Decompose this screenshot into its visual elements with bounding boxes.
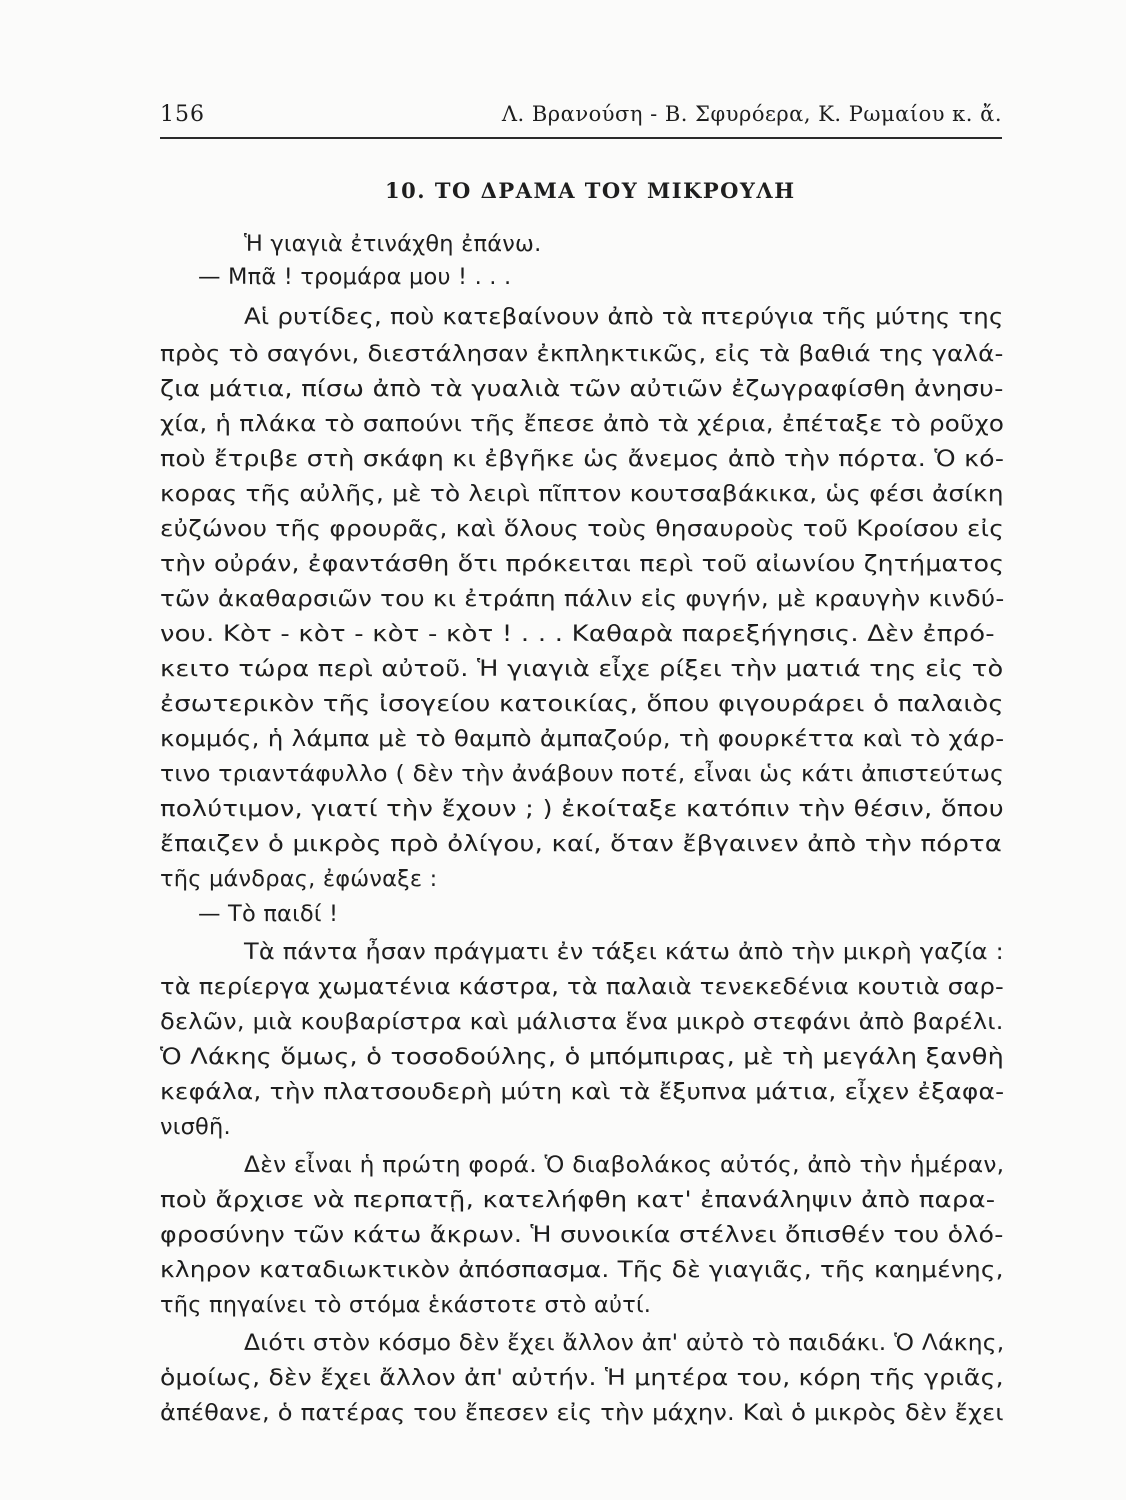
text-line: ἀπέθανε, ὁ πατέρας του ἔπεσεν εἰς τὴν μάχην. Καὶ ὁ μικρὸς δὲν ἔχει xyxy=(160,1400,1004,1426)
text-line: ποὺ ἄρχισε νὰ περπατῇ, κατελήφθη κατ' ἐπανάληψιν ἀπὸ παρα- xyxy=(160,1187,996,1213)
text-line: Ὁ Λάκης ὅμως, ὁ τοσοδούλης, ὁ μπόμπιρας, μὲ τὴ μεγάλη ξανθὴ xyxy=(160,1044,1005,1070)
text-line: τῶν ἀκαθαρσιῶν του κι ἐτράπη πάλιν εἰς φυγήν, μὲ κραυγὴν κινδύ- xyxy=(160,586,1005,612)
text-line: τὰ περίεργα χωματένια κάστρα, τὰ παλαιὰ τενεκεδένια κουτιὰ σαρ- xyxy=(160,974,1004,1000)
text-line: ὁμοίως, δὲν ἔχει ἄλλον ἀπ' αὐτήν. Ἡ μητέρα του, κόρη τῆς γριᾶς, xyxy=(160,1365,1004,1391)
text-line: κειτο τώρα περὶ αὐτοῦ. Ἡ γιαγιὰ εἶχε ρίξει τὴν ματιά της εἰς τὸ xyxy=(160,656,1004,682)
text-line: πρὸς τὸ σαγόνι, διεστάλησαν ἐκπληκτικῶς, εἰς τὰ βαθιά της γαλά- xyxy=(160,341,1004,367)
text-line: Διότι στὸν κόσμο δὲν ἔχει ἄλλον ἀπ' αὐτὸ τὸ παιδάκι. Ὁ Λάκης, xyxy=(244,1330,1005,1356)
text-line: τινο τριαντάφυλλο ( δὲν τὴν ἀνάβουν ποτέ, εἶναι ὡς κάτι ἀπιστεύτως xyxy=(160,761,1005,787)
page-header xyxy=(160,102,1002,134)
text-line: — Μπᾶ ! τρομάρα μου ! . . . xyxy=(198,264,512,290)
text-line: τῆς μάνδρας, ἐφώναξε : xyxy=(160,866,438,892)
text-line: ἔπαιζεν ὁ μικρὸς πρὸ ὀλίγου, καί, ὅταν ἔβγαινεν ἀπὸ τὴν πόρτα xyxy=(160,831,1003,857)
running-head: Λ. Βρανούση - Β. Σφυρόερα, Κ. Ρωμαίου κ. ἄ. xyxy=(501,102,1002,126)
chapter-title: 10. ΤΟ ΔΡΑΜΑ ΤΟΥ ΜΙΚΡΟΥΛΗ xyxy=(385,178,796,203)
text-line: κεφάλα, τὴν πλατσουδερὴ μύτη καὶ τὰ ἔξυπνα μάτια, εἶχεν ἐξαφα- xyxy=(160,1079,1005,1105)
text-line: τῆς πηγαίνει τὸ στόμα ἑκάστοτε στὸ αὐτί. xyxy=(160,1292,652,1318)
text-line: Τὰ πάντα ἦσαν πράγματι ἐν τάξει κάτω ἀπὸ τὴν μικρὴ γαζία : xyxy=(244,939,1004,965)
text-line: χία, ἡ πλάκα τὸ σαπούνι τῆς ἔπεσε ἀπὸ τὰ χέρια, ἐπέταξε τὸ ροῦχο xyxy=(160,411,1005,437)
text-line: κομμός, ἡ λάμπα μὲ τὸ θαμπὸ ἀμπαζούρ, τὴ φουρκέττα καὶ τὸ χάρ- xyxy=(160,726,1005,752)
text-line: φροσύνην τῶν κάτω ἄκρων. Ἡ συνοικία στέλνει ὄπισθέν του ὁλό- xyxy=(160,1222,1004,1248)
text-line: νισθῆ. xyxy=(160,1114,231,1140)
page-number: 156 xyxy=(160,102,205,127)
text-line: Δὲν εἶναι ἡ πρώτη φορά. Ὁ διαβολάκος αὐτός, ἀπὸ τὴν ἡμέραν, xyxy=(244,1152,1005,1178)
header-rule xyxy=(160,137,1002,139)
text-line: ἐσωτερικὸν τῆς ἰσογείου κατοικίας, ὅπου φιγουράρει ὁ παλαιὸς xyxy=(160,691,1004,717)
text-line: νου. Κὸτ - κὸτ - κὸτ - κὸτ ! . . . Καθαρὰ παρεξήγησις. Δὲν ἐπρό- xyxy=(160,621,995,647)
text-line: εὐζώνου τῆς φρουρᾶς, καὶ ὅλους τοὺς θησαυροὺς τοῦ Κροίσου εἰς xyxy=(160,516,1005,542)
text-line: πολύτιμον, γιατί τὴν ἔχουν ; ) ἐκοίταξε κατόπιν τὴν θέσιν, ὅπου xyxy=(160,796,1004,822)
text-line: κορας τῆς αὐλῆς, μὲ τὸ λειρὶ πῖπτον κουτσαβάκικα, ὡς φέσι ἀσίκη xyxy=(160,481,1004,507)
text-line: κληρον καταδιωκτικὸν ἀπόσπασμα. Τῆς δὲ γιαγιᾶς, τῆς καημένης, xyxy=(160,1257,1004,1283)
text-line: ζια μάτια, πίσω ἀπὸ τὰ γυαλιὰ τῶν αὐτιῶν ἐζωγραφίσθη ἀνησυ- xyxy=(160,376,1004,402)
text-line: — Τὸ παιδί ! xyxy=(198,901,339,927)
text-line: ποὺ ἔτριβε στὴ σκάφη κι ἐβγῆκε ὡς ἄνεμος ἀπὸ τὴν πόρτα. Ὁ κό- xyxy=(160,446,1005,472)
text-line: Αἱ ρυτίδες, ποὺ κατεβαίνουν ἀπὸ τὰ πτερύγια τῆς μύτης της xyxy=(244,304,1004,330)
text-line: Ἡ γιαγιὰ ἐτινάχθη ἐπάνω. xyxy=(244,231,542,257)
text-line: τὴν οὐράν, ἐφαντάσθη ὅτι πρόκειται περὶ τοῦ αἰωνίου ζητήματος xyxy=(160,551,1005,577)
text-line: δελῶν, μιὰ κουβαρίστρα καὶ μάλιστα ἕνα μικρὸ στεφάνι ἀπὸ βαρέλι. xyxy=(160,1009,1004,1035)
